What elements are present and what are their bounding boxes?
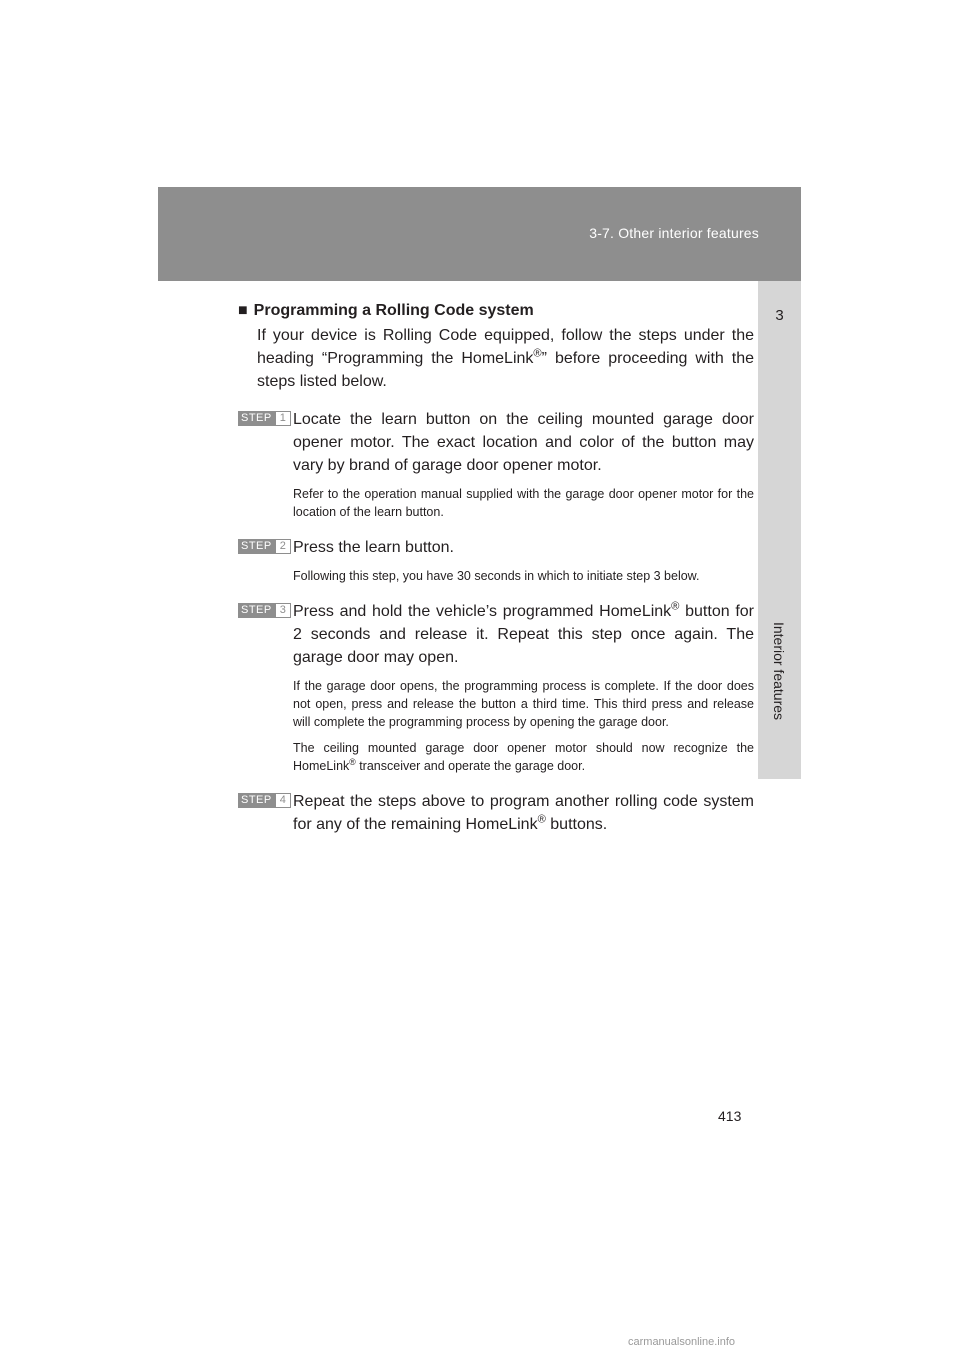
- step-note: Following this step, you have 30 seconds in which to initiate step 3 below.: [293, 569, 700, 583]
- chapter-header-bar: [158, 187, 801, 281]
- page-number: 413: [718, 1108, 742, 1124]
- step-instruction: Press and hold the vehicle’s programmed HomeLink® button for 2 seconds and release it. Repeat this step once again. The garage door may open.: [293, 600, 755, 666]
- step-note: If the garage door opens, the programming process is complete. If the door does not open, press and release the button a third time. This third press and release will complete the programming process by opening the garage door.: [293, 679, 754, 729]
- step-2: [238, 536, 754, 585]
- chapter-section-title: 3-7. Other interior features: [589, 225, 759, 241]
- chapter-side-tab: [758, 281, 801, 779]
- step-badge: STEP 1: [238, 411, 291, 426]
- step-badge: STEP 2: [238, 539, 291, 554]
- step-badge: STEP 4: [238, 793, 291, 808]
- section-title: Programming a Rolling Code system: [253, 302, 534, 319]
- step-badge: STEP 3: [238, 603, 291, 618]
- step-3: [238, 600, 754, 775]
- step-instruction: Press the learn button.: [293, 539, 454, 556]
- section-intro: If your device is Rolling Code equipped, follow the steps under the heading “Programming the HomeLink®” before proceeding with the steps listed below.: [257, 327, 755, 390]
- step-instruction: Repeat the steps above to program another rolling code system for any of the remaining HomeLink® buttons.: [293, 793, 754, 833]
- page-content: [238, 302, 754, 836]
- step-1: [238, 408, 754, 521]
- chapter-number: 3: [775, 307, 784, 324]
- watermark: carmanualsonline.info: [628, 1336, 736, 1348]
- square-bullet-icon: ■: [238, 302, 248, 319]
- chapter-label: Interior features: [771, 621, 787, 721]
- step-4: [238, 790, 754, 836]
- section-heading: [238, 302, 754, 320]
- step-instruction: Locate the learn button on the ceiling mounted garage door opener motor. The exact location and color of the button may vary by brand of garage door opener motor.: [293, 411, 754, 474]
- step-note: Refer to the operation manual supplied with the garage door opener motor for the location of the learn button.: [293, 487, 754, 519]
- step-note: The ceiling mounted garage door opener motor should now recognize the HomeLink® transceiver and operate the garage door.: [293, 741, 754, 773]
